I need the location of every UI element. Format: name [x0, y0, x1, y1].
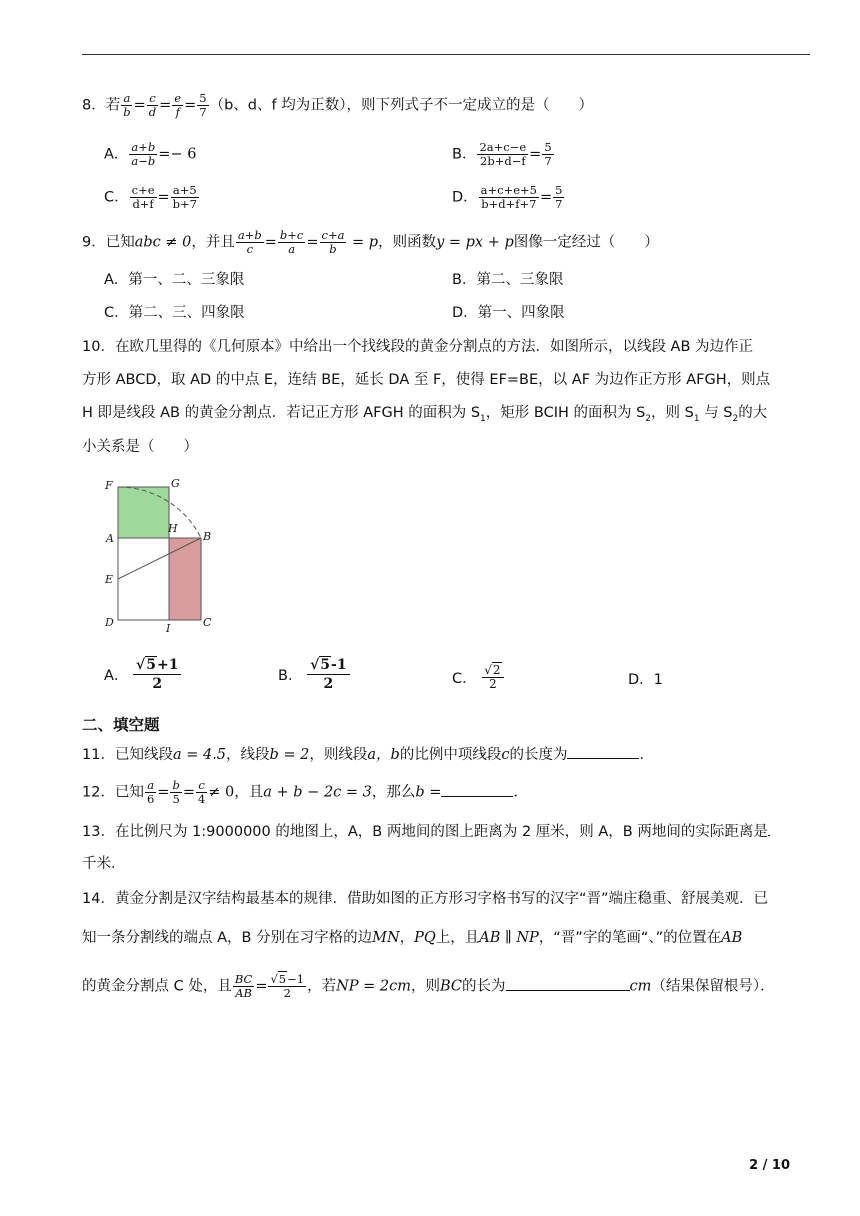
q10-option-a[interactable]: A． $\frac{√5+1}{2}$	[104, 656, 181, 693]
question-12: 12．已知 $\frac{a}{6}$ = $\frac{b}{5}$ = $\frac{c}{4}$ ≠ 0，且a + b − 2c = 3，那么b = ．	[82, 778, 528, 806]
q8-option-a[interactable]: A． $\frac{a+b}{a-b}$ =− 6	[104, 140, 197, 168]
q8-condition: （b、d、f 均为正数），则下列式子不一定成立的是（ ）	[209, 97, 593, 114]
label-a: A	[106, 532, 114, 545]
section-title-fill-in: 二、填空题	[82, 716, 160, 734]
label-h: H	[168, 522, 178, 535]
q10-option-d[interactable]: D．1	[628, 672, 663, 688]
label-d: D	[105, 616, 114, 629]
question-8: 8．若 $\frac{a}{b}$ = $\frac{c}{d}$ = $\frac{e}{f}$ = $\frac{5}{7}$ （b、d、f 均为正数），则下列式子不一定成立的是（ ）	[82, 91, 593, 119]
question-11: 11．已知线段a = 4.5，线段b = 2，则线段a，b的比例中项线段c的长度为 ．	[82, 744, 654, 765]
q8-option-c[interactable]: C． $\frac{c+e}{d+f}$ = $\frac{a+5}{b+7}$	[104, 183, 197, 211]
question-9: 9．已知abc ≠ 0，并且 $\frac{a+b}{c}$ = $\frac{b+c}{a}$ = $\frac{c+a}{b}$ = p，则函数y = px + p图像一定经过（ ）	[82, 228, 659, 256]
label-i: I	[166, 622, 171, 635]
square-afgh	[118, 487, 169, 538]
q14-answer-blank[interactable]	[506, 976, 630, 991]
q10-option-c[interactable]: C． $\frac{√2}{2}$	[452, 664, 505, 691]
question-13-line-1: 13．在比例尺为 1:9000000 的地图上，A，B 两地间的图上距离为 2 厘米，则 A，B 两地间的实际距离是	[82, 821, 770, 842]
q9-option-b[interactable]: B．第二、三象限	[452, 272, 564, 288]
rect-bcih	[169, 538, 201, 620]
label-g: G	[171, 477, 180, 490]
question-10-line-1: 10．在欧几里得的《几何原本》中给出一个找线段的黄金分割点的方法．如图所示，以线段 AB 为边作正	[82, 339, 754, 355]
question-10-line-2: 方形 ABCD，取 AD 的中点 E，连结 BE，延长 DA 至 F，使得 EF=BE，以 AF 为边作正方形 AFGH，则点	[82, 372, 771, 388]
label-b: B	[203, 530, 212, 543]
question-13-line-2: 千米．	[82, 856, 126, 872]
q9-option-c[interactable]: C．第二、三、四象限	[104, 305, 245, 321]
label-f: F	[105, 479, 113, 492]
q8-option-b[interactable]: B． $\frac{2a+c-e}{2b+d-f}$ = $\frac{5}{7}$	[452, 140, 552, 168]
question-14-line-2: 知一条分割线的端点 A，B 分别在习字格的边MN，PQ上，且AB ∥ NP，“晋”字的笔画“、”的位置在AB	[82, 930, 743, 946]
q8-option-d[interactable]: D． $\frac{a+c+e+5}{b+d+f+7}$ = $\frac{5}{7}$	[452, 183, 563, 211]
q11-answer-blank[interactable]	[567, 744, 639, 759]
question-10-line-4: 小关系是（ ）	[82, 439, 198, 455]
question-10-line-3: H 即是线段 AB 的黄金分割点．若记正方形 AFGH 的面积为 $S_1$，矩形 BCIH 的面积为 $S_2$，则 $S_1$ 与 $S_2$的大	[82, 405, 768, 424]
label-e: E	[105, 573, 114, 586]
page-number: 2 / 10	[749, 1158, 790, 1173]
q9-option-a[interactable]: A．第一、二、三象限	[104, 272, 245, 288]
label-c: C	[203, 616, 212, 629]
q13-answer-blank[interactable]	[768, 821, 770, 836]
question-14-line-1: 14．黄金分割是汉字结构最基本的规律．借助如图的正方形习字格书写的汉字“晋”端庄稳重、舒展美观．已	[82, 891, 768, 907]
q12-answer-blank[interactable]	[441, 782, 513, 797]
q9-option-d[interactable]: D．第一、四象限	[452, 305, 565, 321]
golden-section-figure	[100, 474, 230, 639]
header-rule	[82, 54, 810, 55]
q10-option-b[interactable]: B． $\frac{√5-1}{2}$	[278, 656, 350, 693]
question-14-line-3: 的黄金分割点 C 处，且 $\frac{BC}{AB}$ = $\frac{√5-1}{2}$ ，若NP = 2cm，则BC的长为 cm（结果保留根号）．	[82, 972, 775, 1000]
